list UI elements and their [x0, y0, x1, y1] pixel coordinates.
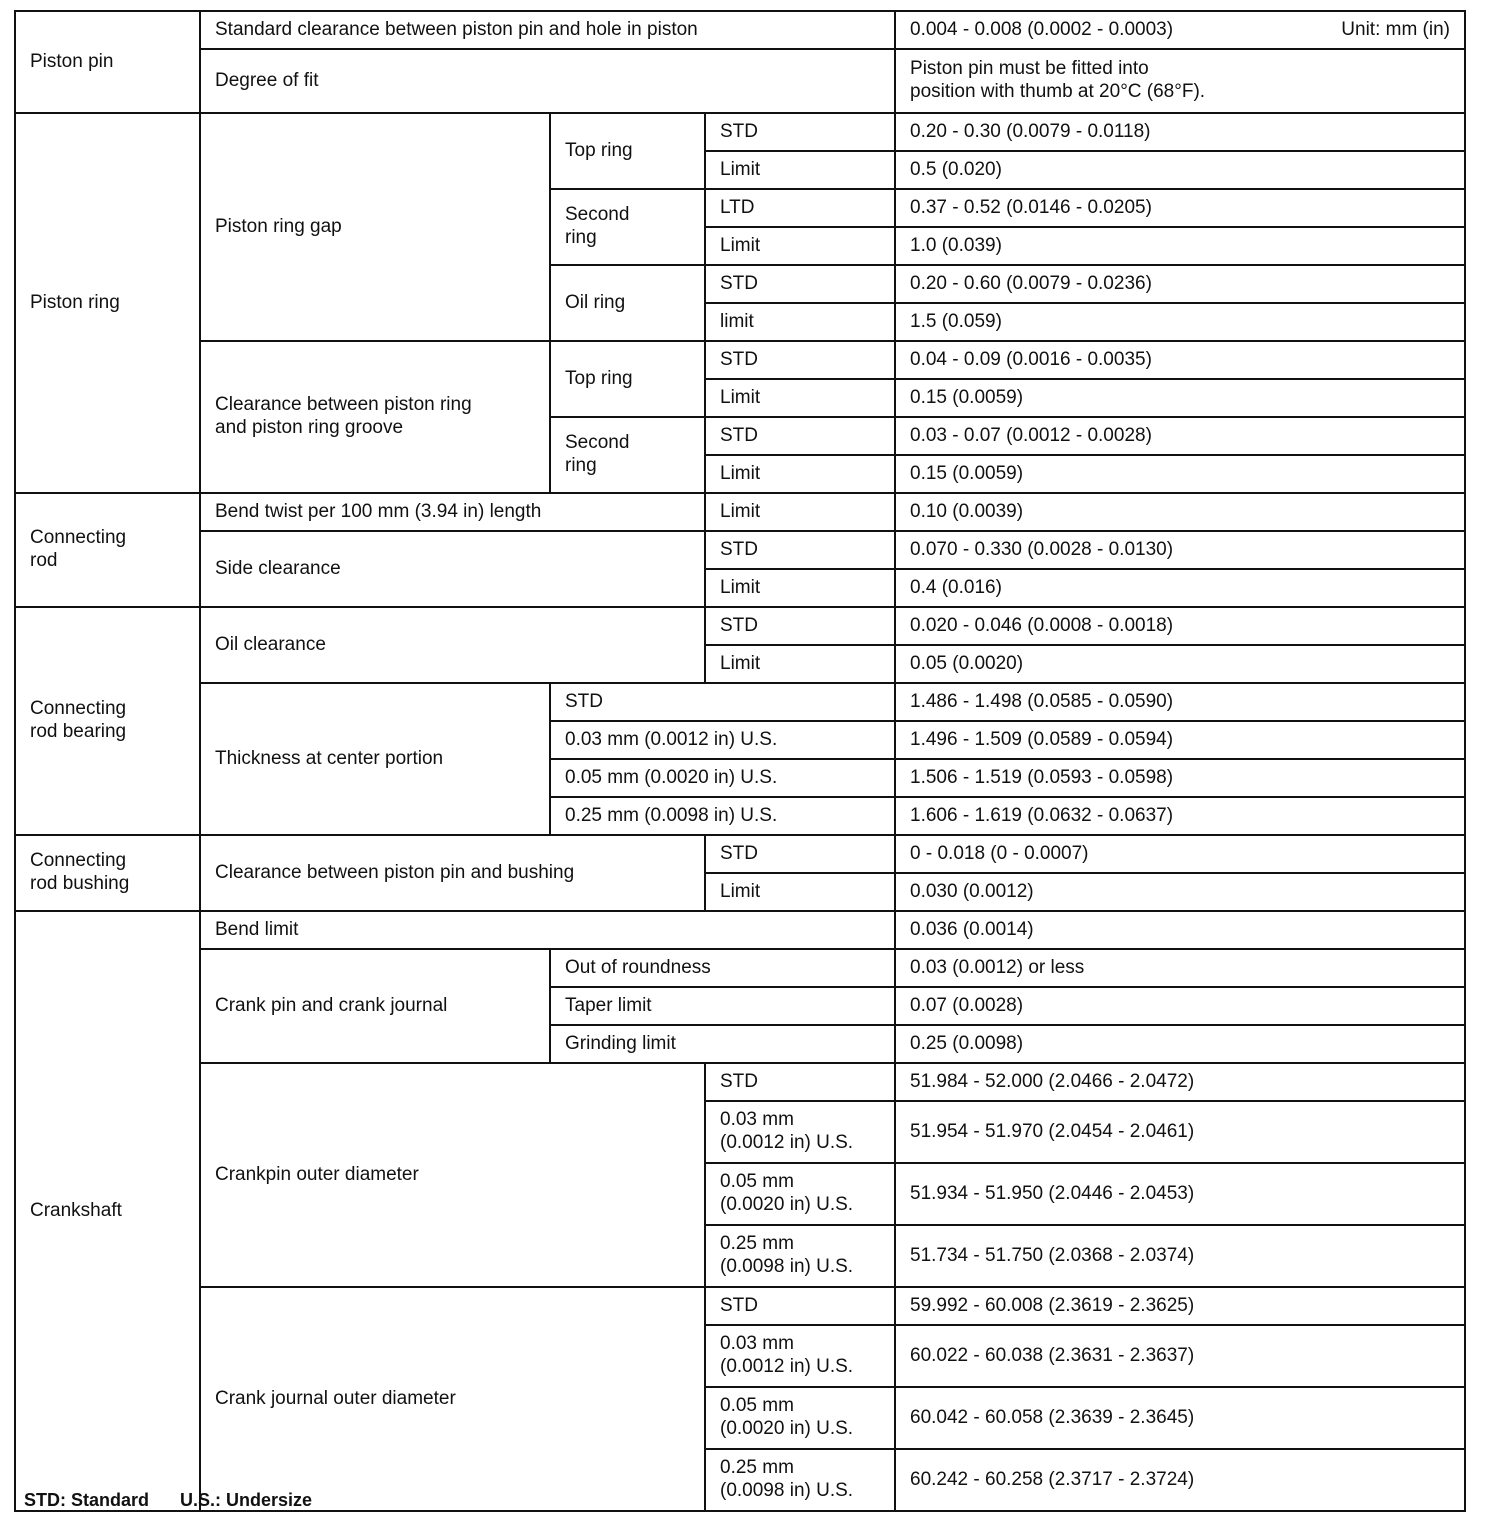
- spec-type: STD: [705, 417, 895, 455]
- oil-clearance-label: Oil clearance: [200, 607, 705, 683]
- spec-type: STD: [705, 607, 895, 645]
- undersize-size: 0.03 mm (0.0012 in) U.S.: [705, 1325, 895, 1387]
- spec-value: 1.606 - 1.619 (0.0632 - 0.0637): [895, 797, 1465, 835]
- bend-limit-label: Bend limit: [200, 911, 895, 949]
- ring-name: Second ring: [550, 189, 705, 265]
- specification-table: [14, 10, 1466, 1512]
- spec-type: Limit: [705, 151, 895, 189]
- spec-value: 0.030 (0.0012): [895, 873, 1465, 911]
- table-row: [15, 49, 1465, 113]
- section-label-rod-bushing: Connecting rod bushing: [15, 835, 200, 911]
- crankpin-diameter-label: Crankpin outer diameter: [200, 1063, 705, 1287]
- table-row: [15, 911, 1465, 949]
- thickness-label: Thickness at center portion: [200, 683, 550, 835]
- ring-name: Second ring: [550, 417, 705, 493]
- ring-name: Oil ring: [550, 265, 705, 341]
- spec-type: STD: [705, 835, 895, 873]
- journal-diameter-label: Crank journal outer diameter: [200, 1287, 705, 1511]
- table-row: [15, 341, 1465, 379]
- table-row: [15, 1063, 1465, 1101]
- spec-value: 0 - 0.018 (0 - 0.0007): [895, 835, 1465, 873]
- bearing-size: 0.05 mm (0.0020 in) U.S.: [550, 759, 895, 797]
- piston-pin-clearance-cell: [895, 11, 1465, 49]
- undersize-size: 0.05 mm (0.0020 in) U.S.: [705, 1387, 895, 1449]
- spec-type: STD: [705, 341, 895, 379]
- pin-journal-item: Out of roundness: [550, 949, 895, 987]
- spec-value: 0.03 - 0.07 (0.0012 - 0.0028): [895, 417, 1465, 455]
- spec-value: 60.042 - 60.058 (2.3639 - 2.3645): [895, 1387, 1465, 1449]
- spec-value: 0.070 - 0.330 (0.0028 - 0.0130): [895, 531, 1465, 569]
- spec-type: STD: [705, 531, 895, 569]
- undersize-size: 0.05 mm (0.0020 in) U.S.: [705, 1163, 895, 1225]
- spec-value: 1.486 - 1.498 (0.0585 - 0.0590): [895, 683, 1465, 721]
- spec-value: 60.022 - 60.038 (2.3631 - 2.3637): [895, 1325, 1465, 1387]
- spec-type: limit: [705, 303, 895, 341]
- spec-value: 0.15 (0.0059): [895, 379, 1465, 417]
- ring-name: Top ring: [550, 113, 705, 189]
- bushing-clearance-label: Clearance between piston pin and bushing: [200, 835, 705, 911]
- legend: [24, 1490, 338, 1511]
- spec-type: Limit: [705, 873, 895, 911]
- spec-type: Limit: [705, 493, 895, 531]
- undersize-size: STD: [705, 1063, 895, 1101]
- undersize-size: 0.25 mm (0.0098 in) U.S.: [705, 1225, 895, 1287]
- pin-journal-item: Taper limit: [550, 987, 895, 1025]
- section-label-piston-ring: Piston ring: [15, 113, 200, 493]
- table-row: [15, 113, 1465, 151]
- bend-twist-label: Bend twist per 100 mm (3.94 in) length: [200, 493, 705, 531]
- spec-value: 0.07 (0.0028): [895, 987, 1465, 1025]
- bearing-size: 0.03 mm (0.0012 in) U.S.: [550, 721, 895, 759]
- spec-type: Limit: [705, 227, 895, 265]
- bearing-size: 0.25 mm (0.0098 in) U.S.: [550, 797, 895, 835]
- spec-type: STD: [705, 265, 895, 303]
- spec-value: 0.20 - 0.30 (0.0079 - 0.0118): [895, 113, 1465, 151]
- side-clearance-label: Side clearance: [200, 531, 705, 607]
- spec-value: 0.04 - 0.09 (0.0016 - 0.0035): [895, 341, 1465, 379]
- spec-value: 1.0 (0.039): [895, 227, 1465, 265]
- spec-type: Limit: [705, 455, 895, 493]
- piston-pin-clearance-label: Standard clearance between piston pin and hole in piston: [200, 11, 895, 49]
- unit-note: Unit: mm (in): [1341, 18, 1451, 40]
- degree-of-fit-label: Degree of fit: [200, 49, 895, 113]
- bearing-size: STD: [550, 683, 895, 721]
- spec-type: Limit: [705, 645, 895, 683]
- section-label-rod-bearing: Connecting rod bearing: [15, 607, 200, 835]
- ring-name: Top ring: [550, 341, 705, 417]
- spec-value: 1.5 (0.059): [895, 303, 1465, 341]
- spec-value: 60.242 - 60.258 (2.3717 - 2.3724): [895, 1449, 1465, 1511]
- spec-value: 0.4 (0.016): [895, 569, 1465, 607]
- ring-groove-clearance-label: Clearance between piston ring and piston ring groove: [200, 341, 550, 493]
- undersize-size: 0.25 mm (0.0098 in) U.S.: [705, 1449, 895, 1511]
- pin-journal-item: Grinding limit: [550, 1025, 895, 1063]
- table-row: [15, 11, 1465, 49]
- undersize-size: 0.03 mm (0.0012 in) U.S.: [705, 1101, 895, 1163]
- spec-value: 51.734 - 51.750 (2.0368 - 2.0374): [895, 1225, 1465, 1287]
- spec-type: LTD: [705, 189, 895, 227]
- table-row: [15, 683, 1465, 721]
- spec-value: 51.934 - 51.950 (2.0446 - 2.0453): [895, 1163, 1465, 1225]
- spec-value: 1.506 - 1.519 (0.0593 - 0.0598): [895, 759, 1465, 797]
- spec-value: 0.020 - 0.046 (0.0008 - 0.0018): [895, 607, 1465, 645]
- table-row: [15, 949, 1465, 987]
- table-row: [15, 835, 1465, 873]
- spec-value: 0.37 - 0.52 (0.0146 - 0.0205): [895, 189, 1465, 227]
- spec-value: 51.954 - 51.970 (2.0454 - 2.0461): [895, 1101, 1465, 1163]
- spec-type: Limit: [705, 379, 895, 417]
- pin-journal-label: Crank pin and crank journal: [200, 949, 550, 1063]
- spec-value: 0.03 (0.0012) or less: [895, 949, 1465, 987]
- spec-value: 0.20 - 0.60 (0.0079 - 0.0236): [895, 265, 1465, 303]
- spec-value: 0.15 (0.0059): [895, 455, 1465, 493]
- piston-pin-clearance-value: 0.004 - 0.008 (0.0002 - 0.0003): [910, 18, 1174, 40]
- spec-value: 0.10 (0.0039): [895, 493, 1465, 531]
- degree-of-fit-value: Piston pin must be fitted into position with thumb at 20°C (68°F).: [895, 49, 1465, 113]
- legend-std: STD: Standard: [24, 1490, 150, 1510]
- table-row: [15, 1287, 1465, 1325]
- spec-value: 1.496 - 1.509 (0.0589 - 0.0594): [895, 721, 1465, 759]
- spec-value: 0.036 (0.0014): [895, 911, 1465, 949]
- section-label-crankshaft: Crankshaft: [15, 911, 200, 1511]
- spec-value: 59.992 - 60.008 (2.3619 - 2.3625): [895, 1287, 1465, 1325]
- undersize-size: STD: [705, 1287, 895, 1325]
- piston-ring-gap-label: Piston ring gap: [200, 113, 550, 341]
- table-row: [15, 531, 1465, 569]
- table-row: [15, 607, 1465, 645]
- spec-value: 0.25 (0.0098): [895, 1025, 1465, 1063]
- spec-type: STD: [705, 113, 895, 151]
- spec-value: 51.984 - 52.000 (2.0466 - 2.0472): [895, 1063, 1465, 1101]
- section-label-piston-pin: Piston pin: [15, 11, 200, 113]
- spec-type: Limit: [705, 569, 895, 607]
- spec-value: 0.05 (0.0020): [895, 645, 1465, 683]
- legend-us: U.S.: Undersize: [180, 1490, 313, 1510]
- table-row: [15, 493, 1465, 531]
- spec-value: 0.5 (0.020): [895, 151, 1465, 189]
- section-label-connecting-rod: Connecting rod: [15, 493, 200, 607]
